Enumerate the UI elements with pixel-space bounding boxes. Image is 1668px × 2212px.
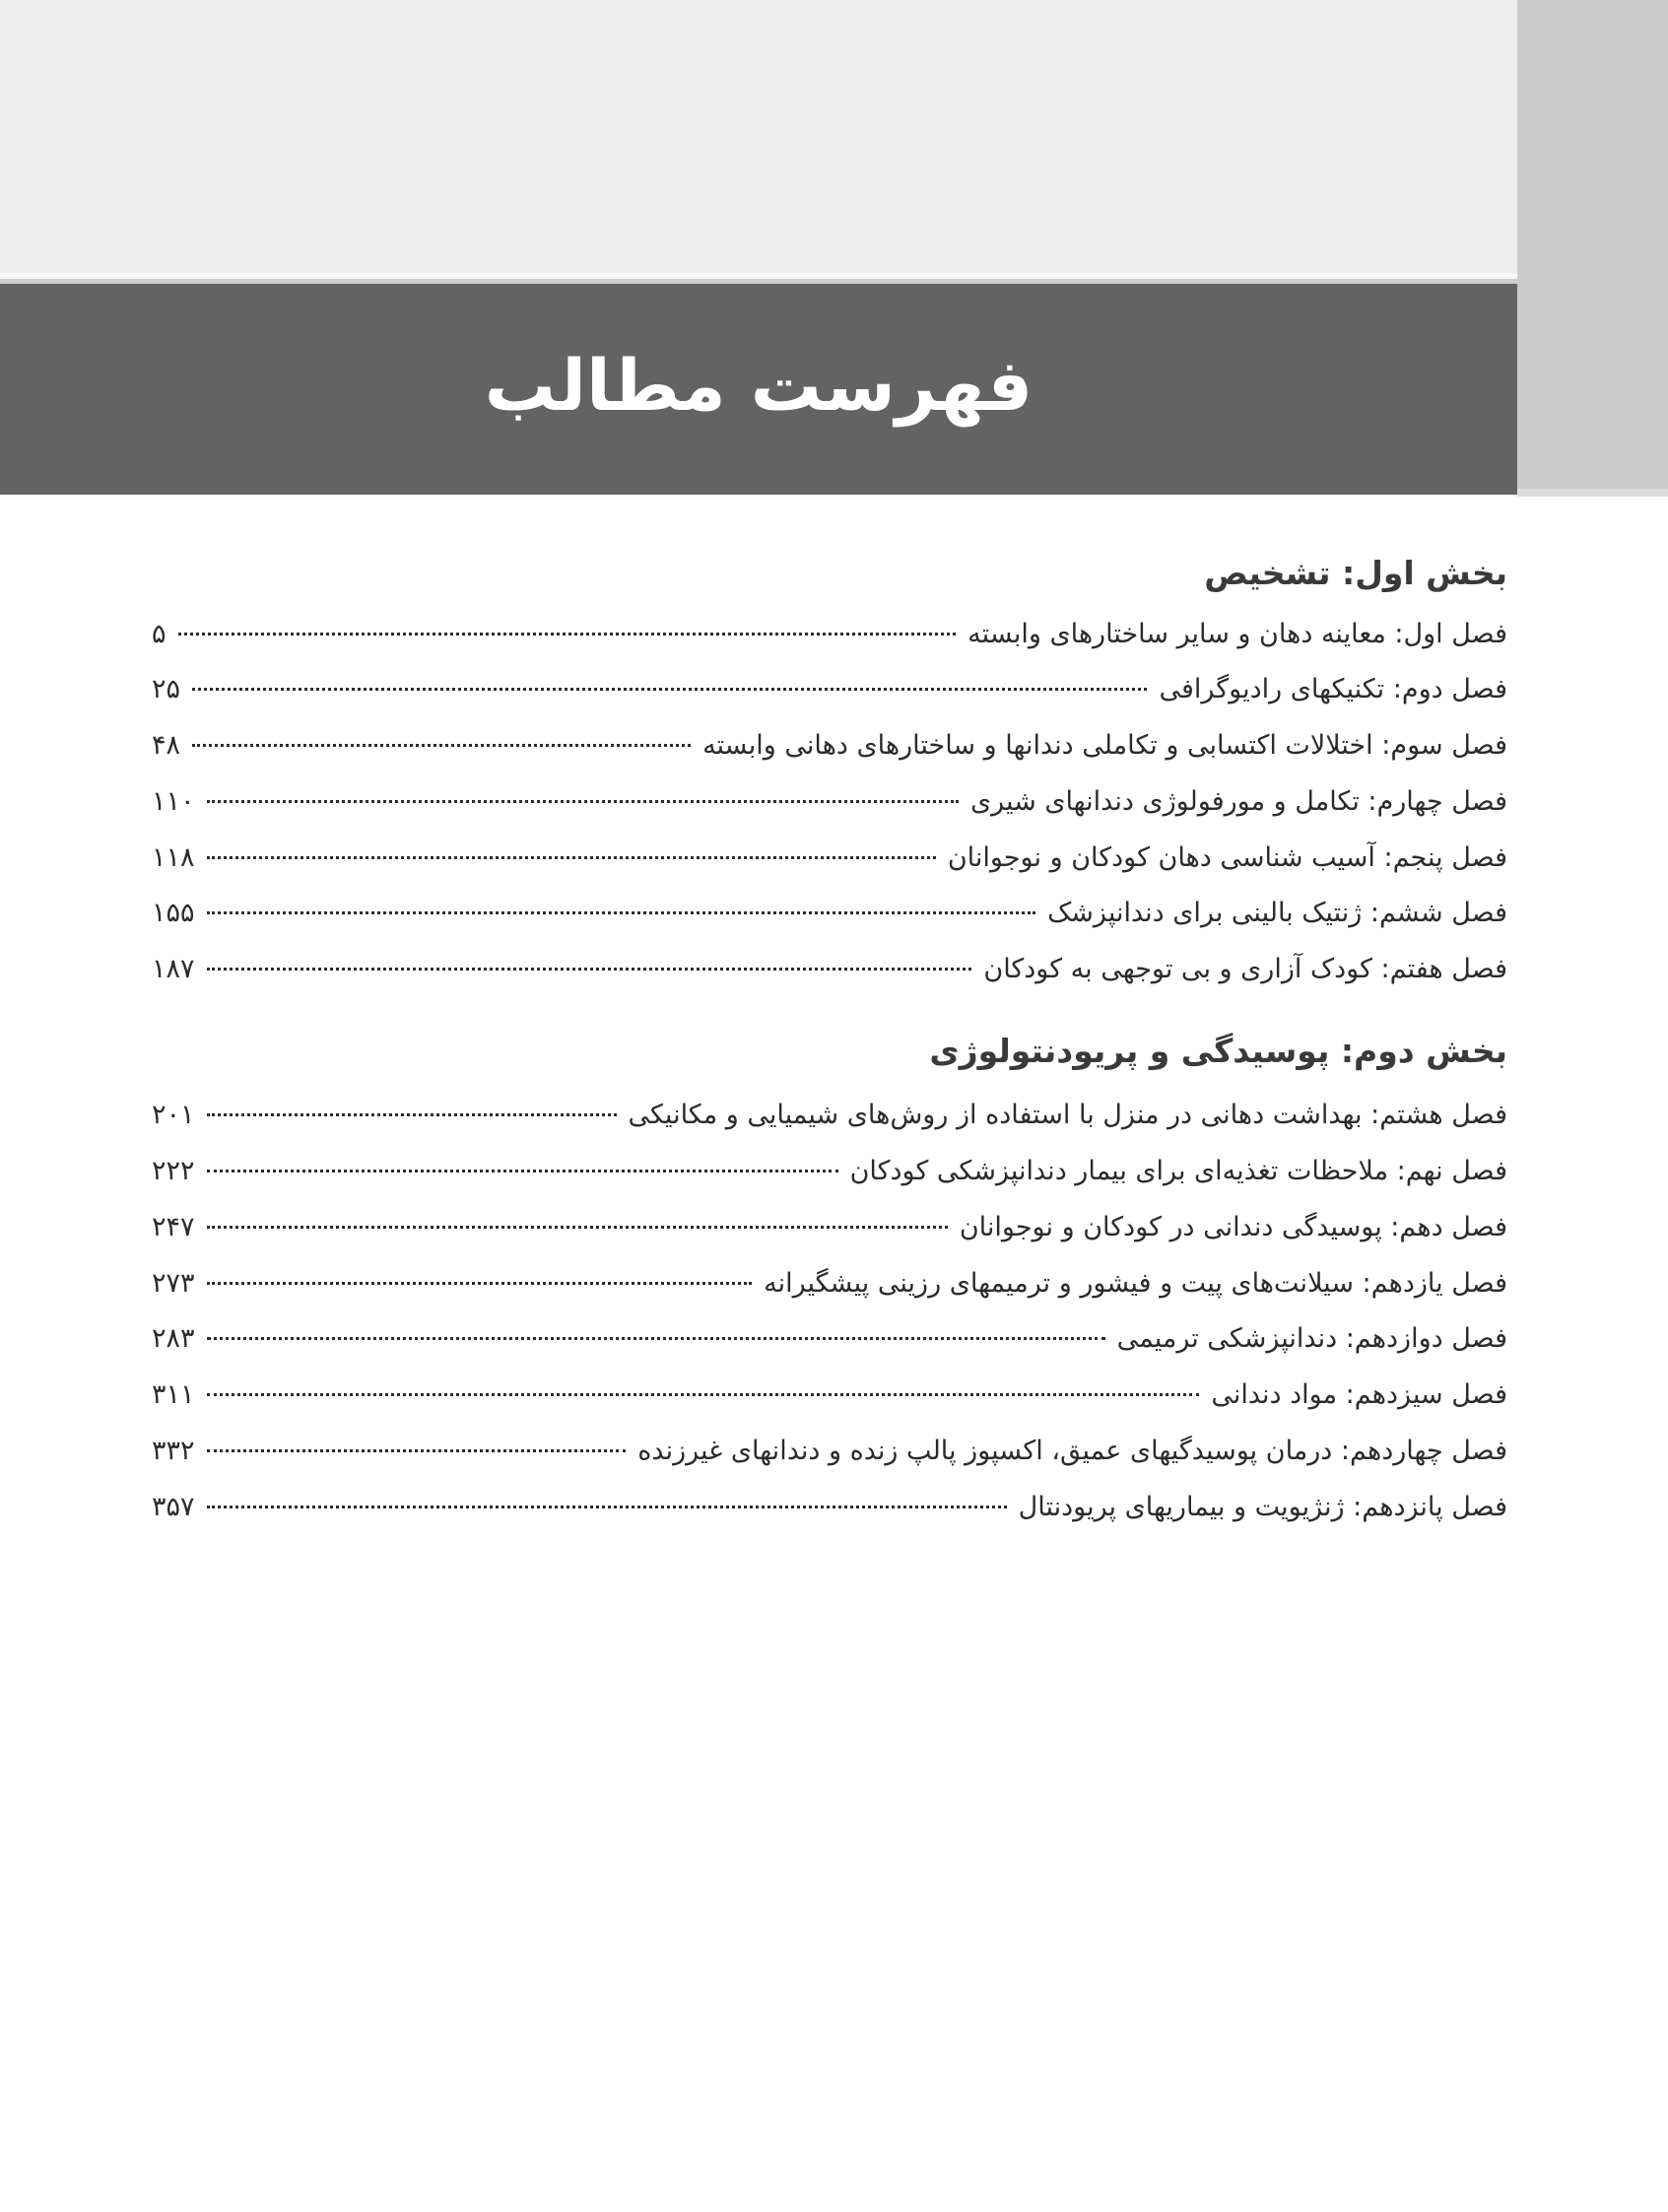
right-gutter-shadow [1517,489,1668,497]
part-heading: بخش اول: تشخیص [1204,554,1507,592]
toc-entry-title: فصل دوازدهم: دندانپزشکی ترمیمی [1116,1323,1507,1355]
toc-leader-dots [207,1506,1007,1508]
toc-entry-title: فصل پانزدهم: ژنژیویت و بیماریهای پریودنتال [1018,1491,1507,1522]
table-of-contents [148,552,1517,1546]
toc-leader-dots [207,1226,948,1229]
toc-entry-page-number: ۱۵۵ [152,898,195,929]
toc-entry[interactable] [148,1435,1517,1468]
toc-entry[interactable] [148,1155,1517,1188]
title-banner [0,284,1517,495]
toc-entry[interactable] [148,785,1517,819]
toc-entry[interactable] [148,1322,1517,1356]
toc-leader-dots [207,968,972,971]
part-heading: بخش دوم: پوسیدگی و پریودنتولوژی [929,1031,1507,1070]
toc-entry[interactable] [148,1378,1517,1412]
toc-entry[interactable] [148,1491,1517,1524]
toc-entry[interactable] [148,729,1517,763]
toc-entry[interactable] [148,841,1517,875]
toc-entry[interactable] [148,618,1517,651]
toc-entry-title: فصل ششم: ژنتیک بالینی برای دندانپزشک [1047,898,1507,929]
toc-entry[interactable] [148,1211,1517,1244]
toc-entry-title: فصل چهاردهم: درمان پوسیدگیهای عمیق، اکسپوز پالپ زنده و دندانهای غیرزنده [637,1435,1507,1466]
toc-entry-title: فصل سیزدهم: مواد دندانی [1211,1379,1507,1411]
toc-entry-page-number: ۱۸۷ [152,954,195,985]
toc-entry[interactable] [148,673,1517,706]
toc-entry-title: فصل دهم: پوسیدگی دندانی در کودکان و نوجوانان [959,1211,1507,1242]
toc-entry-title: فصل پنجم: آسیب شناسی دهان کودکان و نوجوانان [947,841,1507,873]
toc-leader-dots [207,1282,753,1285]
toc-leader-dots [207,1113,617,1116]
toc-entry-page-number: ۱۱۰ [152,785,195,817]
toc-entry-title: فصل نهم: ملاحظات تغذیه‌ای برای بیمار دندانپزشکی کودکان [849,1156,1507,1187]
toc-entry-title: فصل هشتم: بهداشت دهانی در منزل با استفاده از روش‌های شیمیایی و مکانیکی [628,1100,1507,1131]
toc-entry[interactable] [148,1267,1517,1301]
toc-leader-dots [192,744,691,747]
toc-entry-page-number: ۳۱۱ [152,1379,195,1411]
toc-entry-title: فصل چهارم: تکامل و مورفولوژی دندانهای شیری [969,785,1507,817]
toc-entry-page-number: ۱۱۸ [152,841,195,873]
page-top-decorative-band [0,0,1517,273]
toc-entry-page-number: ۲۰۱ [152,1100,195,1131]
toc-entry-page-number: ۲۷۳ [152,1267,195,1299]
toc-entry[interactable] [148,1099,1517,1132]
toc-entry-page-number: ۳۳۲ [152,1435,195,1466]
toc-leader-dots [207,856,936,859]
toc-entry[interactable] [148,897,1517,930]
toc-entry-title: فصل هفتم: کودک آزاری و بی توجهی به کودکان [983,954,1507,985]
toc-entry-title: فصل اول: معاینه دهان و سایر ساختارهای وابسته [967,618,1507,649]
toc-leader-dots [207,1449,627,1452]
toc-entry-page-number: ۲۴۷ [152,1211,195,1242]
page-title: فهرست مطالب [484,344,1034,427]
toc-leader-dots [192,688,1147,691]
toc-entry-title: فصل سوم: اختلالات اکتسابی و تکاملی دندانها و ساختارهای دهانی وابسته [702,730,1507,762]
toc-leader-dots [207,800,959,803]
toc-entry-page-number: ۴۸ [152,730,181,762]
toc-entry-title: فصل دوم: تکنیکهای رادیوگرافی [1159,674,1507,705]
toc-entry-page-number: ۵ [152,618,167,649]
toc-entry-page-number: ۳۵۷ [152,1491,195,1522]
toc-entry-page-number: ۲۸۳ [152,1323,195,1355]
toc-leader-dots [178,633,957,636]
right-gutter-band [1517,0,1668,495]
toc-entry-title: فصل یازدهم: سیلانت‌های پیت و فیشور و ترمیمهای رزینی پیشگیرانه [764,1267,1507,1299]
toc-entry[interactable] [148,953,1517,986]
toc-leader-dots [207,1393,1200,1396]
toc-leader-dots [207,911,1036,914]
toc-leader-dots [207,1337,1105,1340]
toc-entry-page-number: ۲۲۲ [152,1156,195,1187]
toc-leader-dots [207,1170,838,1173]
toc-entry-page-number: ۲۵ [152,674,181,705]
